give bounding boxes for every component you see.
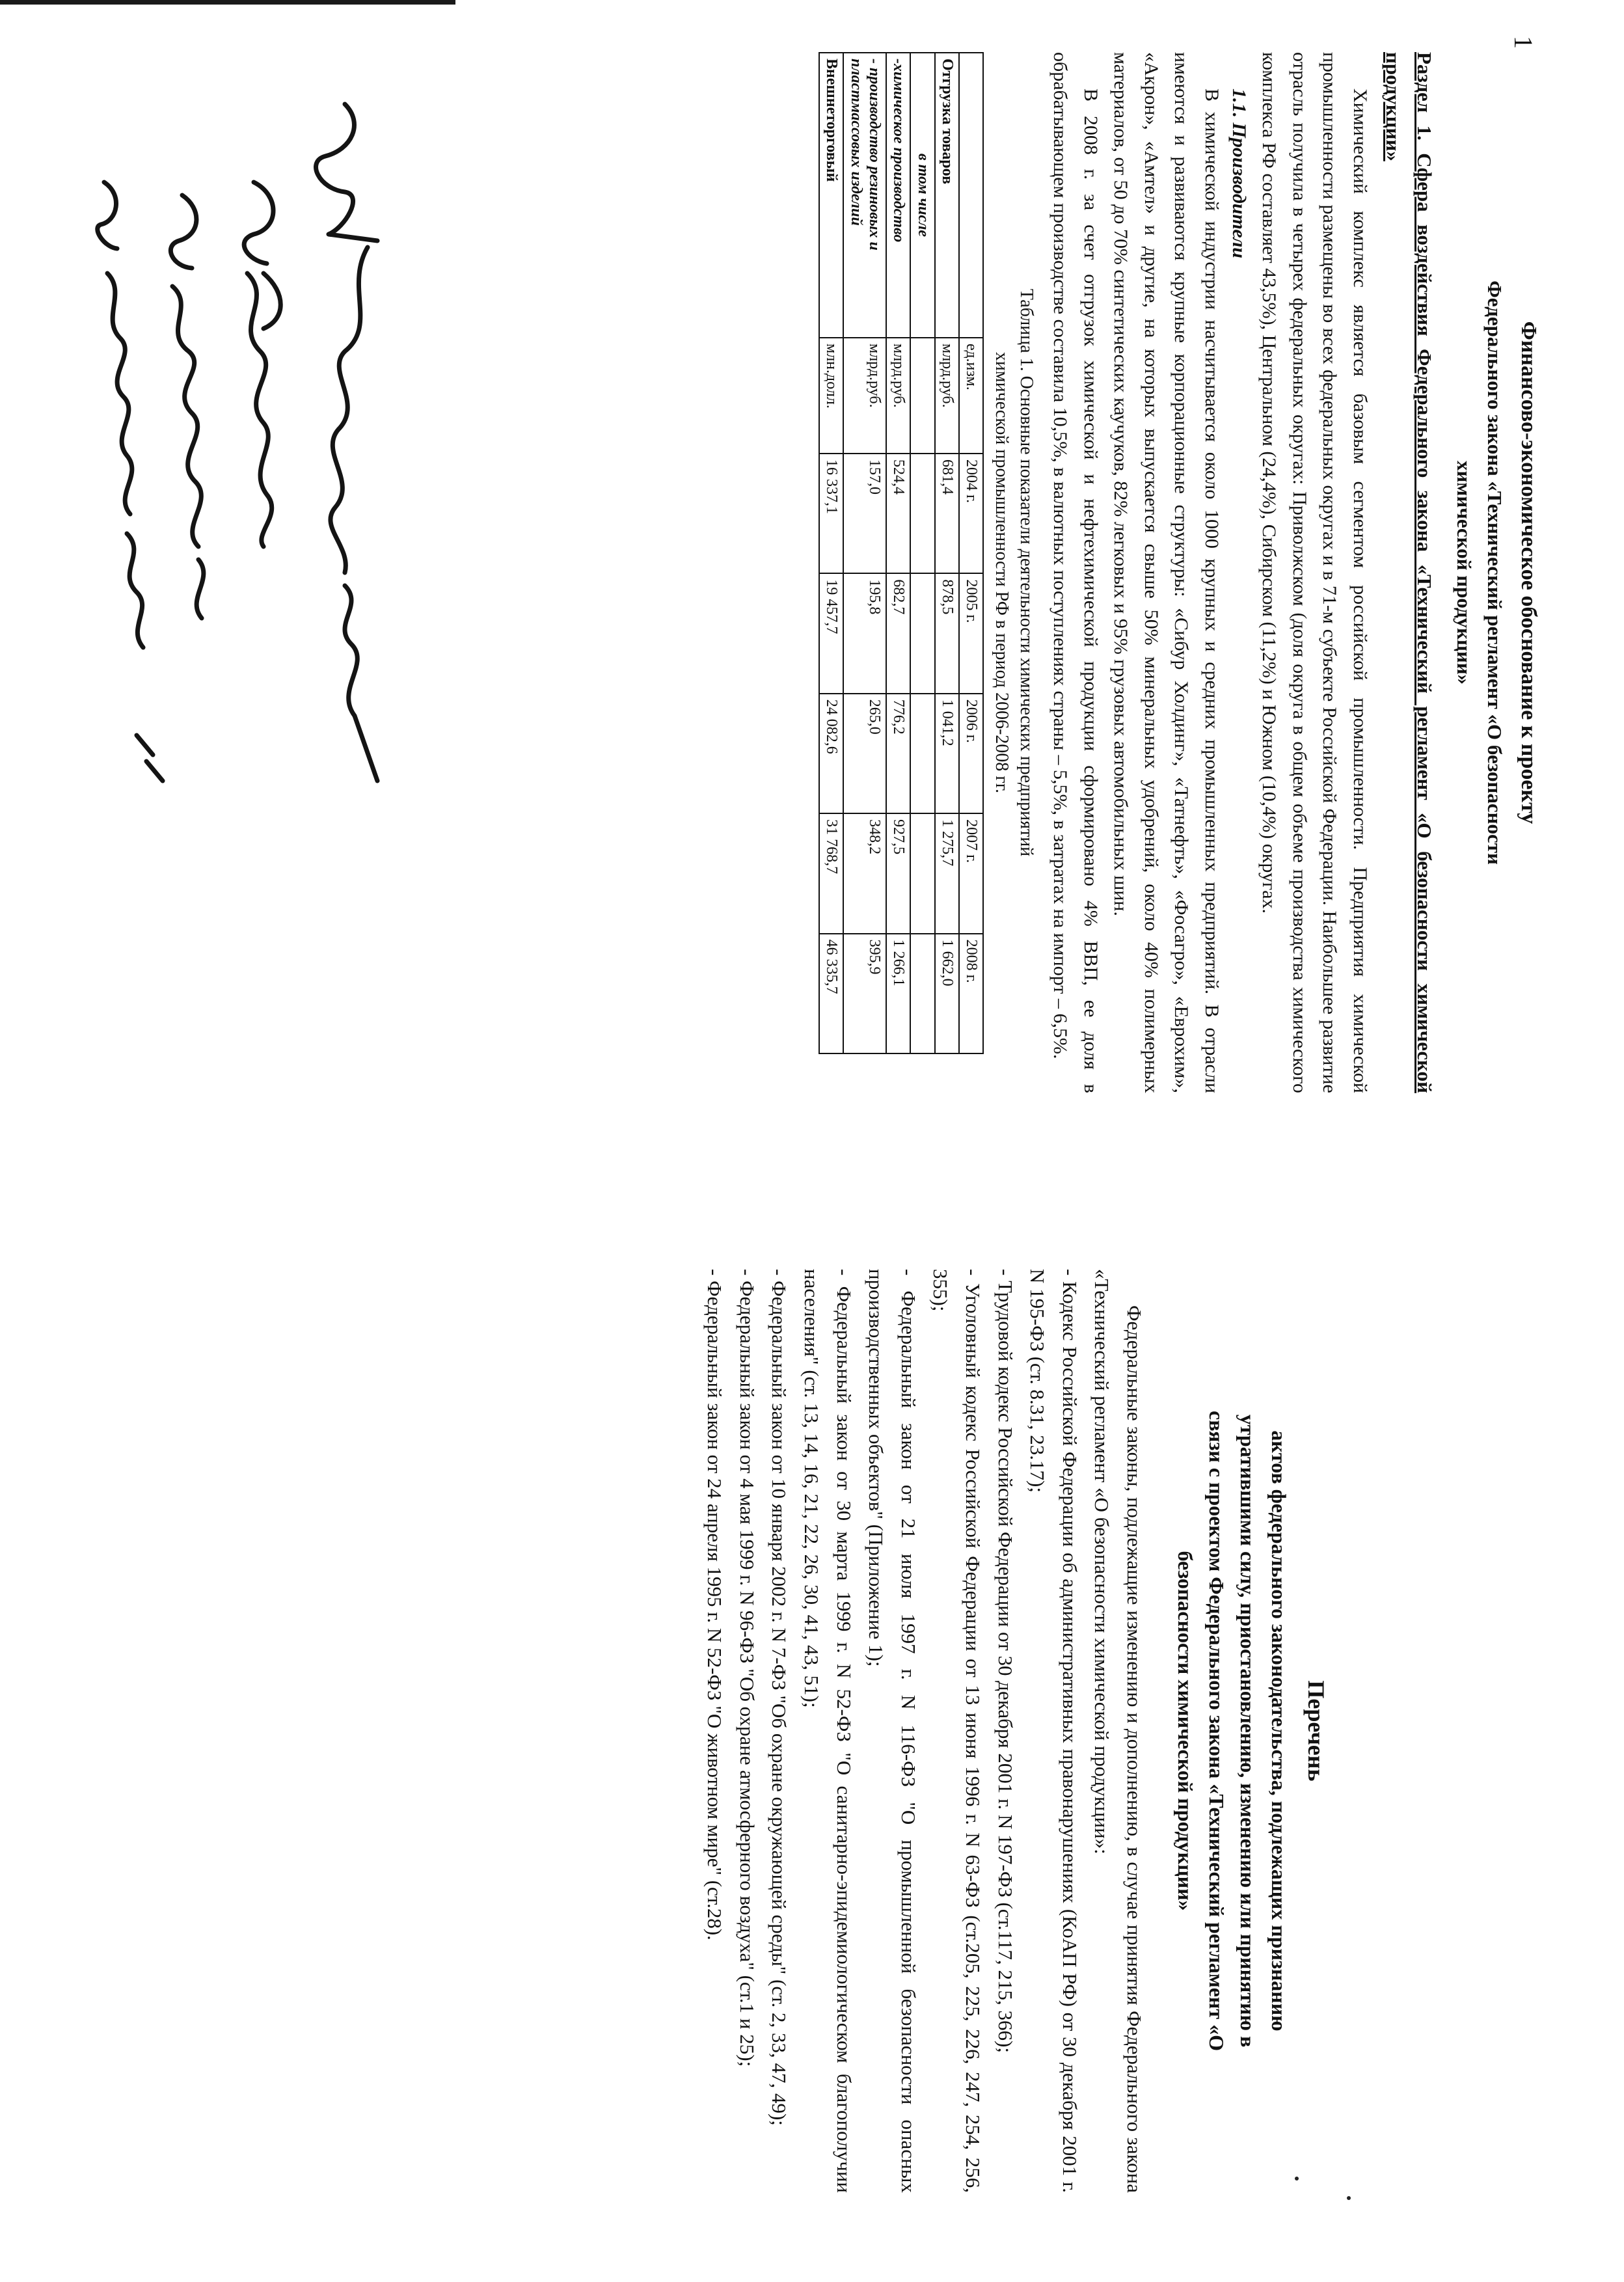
table-cell: 46 335,7 bbox=[819, 934, 844, 1053]
signature-stroke bbox=[316, 104, 377, 241]
table-row bbox=[886, 53, 911, 1053]
signature-stroke bbox=[127, 534, 143, 647]
table-cell: 1 275,7 bbox=[935, 813, 960, 933]
doc-title-line-1: Финансово-экономическое обоснование к проекту bbox=[1517, 321, 1541, 824]
table-cell: 19 457,7 bbox=[819, 573, 844, 693]
row-unit: млрд.руб. bbox=[886, 338, 911, 454]
table-caption-line-2: химической промышленности РФ в период 2006-2008 гг. bbox=[992, 351, 1012, 794]
act-item: - Трудовой кодекс Российской Федерации от 30 декабря 2001 г. N 197-ФЗ (ст.117, 215, 366); bbox=[994, 1269, 1017, 2053]
table-row bbox=[843, 53, 886, 1053]
table-cell: 31 768,7 bbox=[819, 813, 844, 933]
section-heading: Раздел 1. Сфера воздействия Федерального закона «Технический регламент «О безопасности химической продукции» bbox=[1381, 52, 1436, 1093]
table-cell: 348,2 bbox=[843, 813, 886, 933]
paragraph-chemical-complex: Химический комплекс является базовым сегментом российской промышленности. Предприятия химической промышленности размещены во всех федеральных округах и в 71-м субъекте Российской Федерации. Наибольшее развитие отрасль получила в четырех федеральных округах: Приволжском (доля округа в общем объеме производства химического комплекса РФ составляет 43,5%), Центральном (24,4%), Сибирском (11,2%) и Южном (10,4%) округах. bbox=[1258, 52, 1371, 1093]
table-header-cell: 2004 г. bbox=[959, 454, 983, 573]
row-label: в том числе bbox=[910, 53, 935, 338]
table-row bbox=[910, 53, 935, 1053]
signature-stroke bbox=[172, 286, 201, 547]
table-row bbox=[935, 53, 960, 1053]
federal-acts-list-page bbox=[371, 1269, 1334, 2193]
list-title-line-2: актов федерального законодательства, подлежащих признанию bbox=[1267, 1430, 1291, 2031]
row-label: Отгрузка товаров bbox=[935, 53, 960, 338]
act-item: - Уголовный кодекс Российской Федерации от 13 июня 1996 г. N 63-ФЗ (ст.205, 225, 226, 247, 254, 256, 355); bbox=[929, 1269, 985, 2193]
table-cell: 878,5 bbox=[935, 573, 960, 693]
page-number: 1 bbox=[1509, 36, 1538, 49]
act-item: - Федеральный закон от 30 марта 1999 г. N 52-ФЗ "О санитарно-эпидемиологическом благополучии населения" (ст. 13, 14, 16, 21, 22, 26, 30, 41, 43, 51); bbox=[800, 1269, 856, 2193]
table-cell: 1 041,2 bbox=[935, 694, 960, 813]
list-title-line-1: Перечень bbox=[1303, 1680, 1329, 1782]
financial-justification-page bbox=[647, 52, 1545, 1093]
table-cell: 927,5 bbox=[886, 813, 911, 933]
row-label: -химическое производство bbox=[886, 53, 911, 338]
signature-stroke bbox=[98, 182, 117, 249]
table-caption bbox=[989, 78, 1038, 1067]
handwritten-signatures bbox=[39, 78, 403, 807]
list-title-line-5: безопасности химической продукции» bbox=[1174, 1551, 1197, 1911]
subsection-producers: 1.1. Производители bbox=[1228, 88, 1250, 258]
list-title-line-4: связи с проектом Федерального закона «Технический регламент «О bbox=[1205, 1411, 1228, 2051]
list-intro: Федеральные законы, подлежащие изменению и дополнению, в случае принятия Федерального закона «Технический регламент «О безопасности химической продукции»: bbox=[1090, 1269, 1146, 2193]
table-cell: 1 662,0 bbox=[935, 934, 960, 1053]
paragraph-enterprises: В химической индустрии насчитывается около 1000 крупных и средних промышленных предприятий. В отрасли имеются и развиваются крупные корпорационные структуры: «Сибур Холдинг», «Татнефть», «Фосагро», «Еврохим», «Акрон», «Амтел» и другие, на которых выпускается свыше 50% минеральных удобрений, около 40% полимерных материалов, от 50 до 70% синтетических каучуков, 82% легковых и 95% грузовых автомобильных шин. bbox=[1110, 52, 1223, 1093]
table-caption-line-1: Таблица 1. Основные показатели деятельности химических предприятий bbox=[1016, 288, 1036, 857]
table-header-cell: 2008 г. bbox=[959, 934, 983, 1053]
act-item: - Федеральный закон от 21 июля 1997 г. N 116-ФЗ "О промышленной безопасности опасных производственных объектов" (Приложение 1); bbox=[865, 1269, 920, 2193]
table-cell bbox=[910, 934, 935, 1053]
table-cell: 195,8 bbox=[843, 573, 886, 693]
table-header-cell: ед.изм. bbox=[959, 338, 983, 454]
table-cell: 776,2 bbox=[886, 694, 911, 813]
signature-stroke bbox=[345, 586, 377, 781]
row-unit bbox=[910, 338, 935, 454]
act-item: - Федеральный закон от 24 апреля 1995 г. N 52-ФЗ "О животном мире" (ст.28). bbox=[703, 1269, 727, 1940]
row-label: - производство резиновых и пластмассовых изделий bbox=[843, 53, 886, 338]
table-row bbox=[819, 53, 844, 1053]
table-header-cell: 2006 г. bbox=[959, 694, 983, 813]
signature-stroke bbox=[137, 735, 163, 781]
table-cell: 1 266,1 bbox=[886, 934, 911, 1053]
table-cell: 265,0 bbox=[843, 694, 886, 813]
table-cell: 16 337,1 bbox=[819, 454, 844, 573]
indicators-table bbox=[819, 52, 984, 1054]
table-header-cell: 2005 г. bbox=[959, 573, 983, 693]
table-header-cell bbox=[959, 53, 983, 338]
row-label: Внешнеторговый bbox=[819, 53, 844, 338]
row-unit: млрд.руб. bbox=[935, 338, 960, 454]
paragraph-gdp-share: В 2008 г. за счет отгрузок химической и нефтехимической продукции сформировано 4% ВВП, ее доля в обрабатывающем производстве составила 10,5%, в валютных поступлениях страны – 5,5%, в затратах на импорт – 6,5%. bbox=[1049, 52, 1102, 1093]
signature-stroke bbox=[247, 273, 272, 547]
table-header-cell: 2007 г. bbox=[959, 813, 983, 933]
signature-stroke bbox=[196, 560, 204, 618]
table-cell bbox=[910, 694, 935, 813]
table-header-row bbox=[959, 53, 983, 1053]
table-cell bbox=[910, 573, 935, 693]
table-cell: 524,4 bbox=[886, 454, 911, 573]
signature-stroke bbox=[244, 182, 273, 264]
signature-stroke bbox=[331, 247, 368, 573]
list-title-line-3: утратившими силу, приостановлению, изменению или принятию в bbox=[1236, 1414, 1260, 2048]
table-cell: 24 082,6 bbox=[819, 694, 844, 813]
table-cell: 681,4 bbox=[935, 454, 960, 573]
act-item: - Федеральный закон от 4 мая 1999 г. N 96-ФЗ "Об охране атмосферного воздуха" (ст.1 и 25); bbox=[735, 1269, 759, 2067]
table-cell: 682,7 bbox=[886, 573, 911, 693]
table-cell bbox=[910, 813, 935, 933]
doc-title-line-3: химической продукции» bbox=[1453, 460, 1476, 685]
scan-edge-mark bbox=[0, 0, 455, 5]
act-item: - Федеральный закон от 10 января 2002 г. N 7-ФЗ "Об охране окружающей среды" (ст. 2, 33, 47, 49); bbox=[768, 1269, 791, 2126]
scan-speck bbox=[1347, 2196, 1351, 2200]
table-cell: 395,9 bbox=[843, 934, 886, 1053]
table-cell bbox=[910, 454, 935, 573]
row-unit: млн.долл. bbox=[819, 338, 844, 454]
table-cell: 157,0 bbox=[843, 454, 886, 573]
act-item: - Кодекс Российской Федерации об административных правонарушениях (КоАП РФ) от 30 декабря 2001 г. N 195-ФЗ (ст. 8.31, 23.17); bbox=[1026, 1269, 1081, 2193]
row-unit: млрд.руб. bbox=[843, 338, 886, 454]
signature-stroke bbox=[107, 273, 132, 514]
signature-stroke bbox=[170, 195, 196, 268]
doc-title-line-2: Федерального закона «Технический регламент «О безопасности bbox=[1483, 280, 1506, 865]
signature-stroke bbox=[264, 273, 280, 329]
